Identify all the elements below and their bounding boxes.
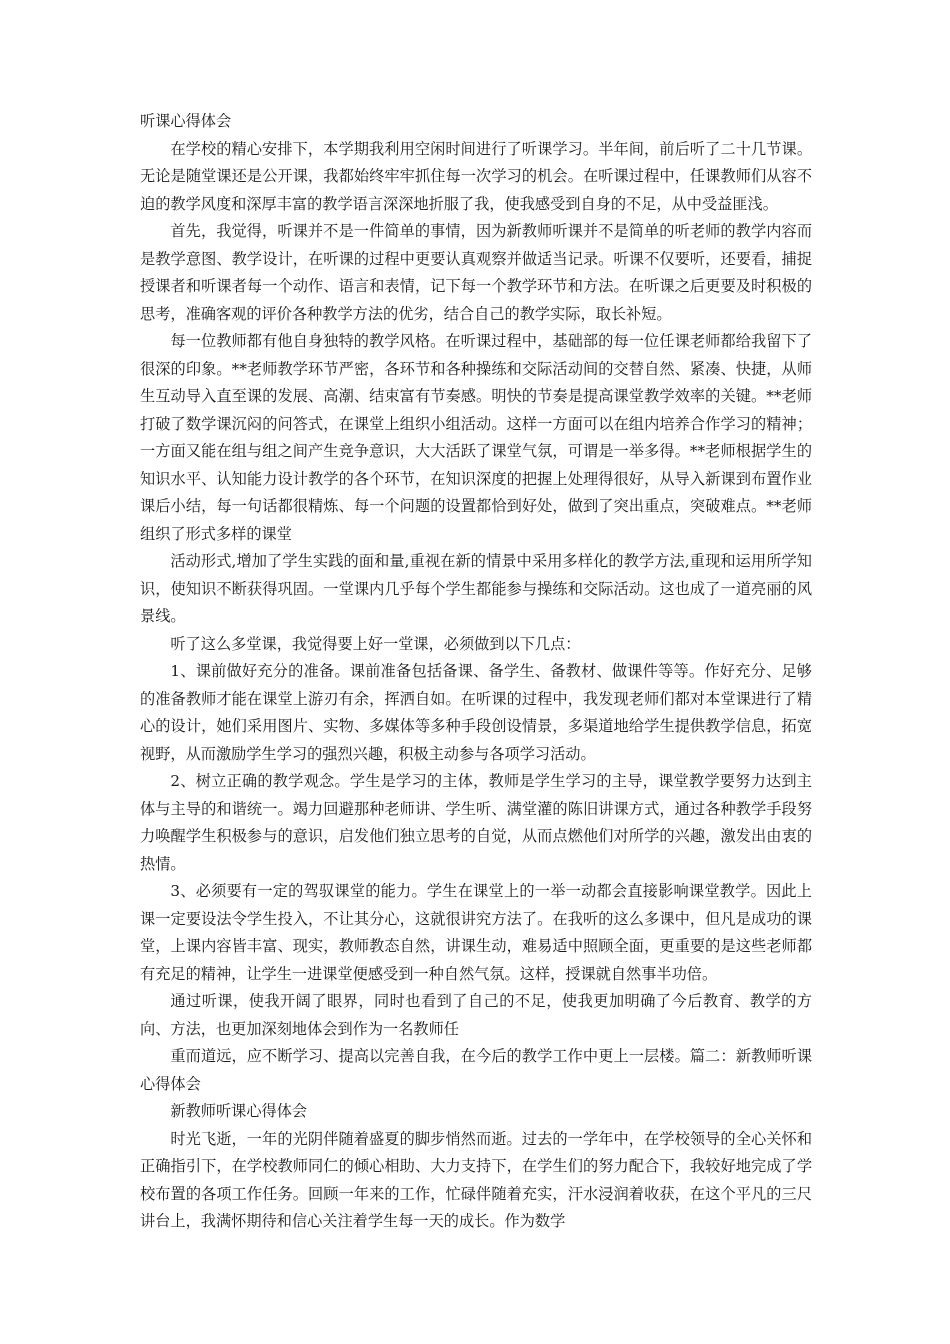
- paragraph-conclusion: 通过听课，使我开阔了眼界，同时也看到了自己的不足，使我更加明确了今后教育、教学的方向、方法，也更加深刻地体会到作为一名教师任: [140, 992, 812, 1038]
- paragraph-first-point: 首先，我觉得，听课并不是一件简单的事情，因为新教师听课并不是简单的听老师的教学内容而是教学意图、教学设计，在听课的过程中更要认真观察并做适当记录。听课不仅要听，还要看，捕捉授课者和听课者每一个动作、语言和表情，记下每一个教学环节和方法。在听课之后更要及时积极的思考，准确客观的评价各种教学方法的优劣，结合自己的教学实际，取长补短。: [140, 222, 812, 323]
- paragraph-point-2: 2、树立正确的教学观念。学生是学习的主体，教师是学生学习的主导，课堂教学要努力达到主体与主导的和谐统一。竭力回避那种老师讲、学生听、满堂灌的陈旧讲课方式，通过各种教学手段努力唤醒学生积极参与的意识，启发他们独立思考的自觉，从而点燃他们对所学的兴趣，激发出由衷的热情。: [140, 772, 812, 873]
- paragraph-key-points-intro: 听了这么多堂课，我觉得要上好一堂课，必须做到以下几点：: [170, 634, 581, 653]
- document-title: 听课心得体会: [140, 112, 232, 130]
- paragraph-point-1: 1、课前做好充分的准备。课前准备包括备课、备学生、备教材、做课件等等。作好充分、足够的准备教师才能在课堂上游刃有余，挥洒自如。在听课的过程中，我发现老师们都对本堂课进行了精心的设计，她们采用图片、实物、多媒体等多种手段创设情景，多渠道地给学生提供教学信息，拓宽视野，从而激励学生学习的强烈兴趣，积极主动参与各项学习活动。: [140, 662, 812, 763]
- paragraph-activity-forms: 活动形式,增加了学生实践的面和量,重视在新的情景中采用多样化的教学方法,重现和运用所学知识，使知识不断获得巩固。一堂课内几乎每个学生都能参与操练和交际活动。这也成了一道亮丽的风景线。: [140, 552, 812, 625]
- paragraph-point-3: 3、必须要有一定的驾驭课堂的能力。学生在课堂上的一举一动都会直接影响课堂教学。因此上课一定要设法令学生投入，不让其分心，这就很讲究方法了。在我听的这么多课中，但凡是成功的课堂，上课内容皆丰富、现实，教师教态自然，讲课生动，难易适中照顾全面，更重要的是这些老师都有充足的精神，让学生一进课堂便感受到一种自然气氛。这样，授课就自然事半功倍。: [140, 882, 812, 983]
- paragraph-teaching-styles: 每一位教师都有他自身独特的教学风格。在听课过程中，基础部的每一位任课老师都给我留下了很深的印象。**老师教学环节严密，各环节和各种操练和交际活动间的交替自然、紧凑、快捷，从师生互动导入直至课的发展、高潮、结束富有节奏感。明快的节奏是提高课堂教学效率的关键。**老师打破了数学课沉闷的问答式，在课堂上组织小组活动。这样一方面可以在组内培养合作学习的精神；一方面又能在组与组之间产生竞争意识，大大活跃了课堂气氛，可谓是一举多得。**老师根据学生的知识水平、认知能力设计教学的各个环节，在知识深度的把握上处理得很好，从导入新课到布置作业课后小结，每一句话都很精炼、每一个问题的设置都恰到好处，做到了突出重点，突破难点。**老师组织了形式多样的课堂: [140, 332, 812, 543]
- paragraph-section-two-intro: 时光飞逝，一年的光阴伴随着盛夏的脚步悄然而逝。过去的一学年中，在学校领导的全心关怀和正确指引下，在学校教师同仁的倾心相助、大力支持下，在学生们的努力配合下，我较好地完成了学校布置的各项工作任务。回顾一年来的工作，忙碌伴随着充实，汗水浸润着收获，在这个平凡的三尺讲台上，我满怀期待和信心关注着学生每一天的成长。作为数学: [140, 1129, 812, 1230]
- section-two-title: 新教师听课心得体会: [170, 1102, 308, 1120]
- document-page: [140, 108, 812, 1236]
- paragraph-conclusion-continued: 重而道远，应不断学习、提高以完善自我，在今后的教学工作中更上一层楼。篇二：新教师听课心得体会: [140, 1047, 812, 1093]
- paragraph-intro: 在学校的精心安排下，本学期我利用空闲时间进行了听课学习。半年间，前后听了二十几节课。无论是随堂课还是公开课，我都始终牢牢抓住每一次学习的机会。在听课过程中，任课教师们从容不迫的教学风度和深厚丰富的教学语言深深地折服了我，使我感受到自身的不足，从中受益匪浅。: [140, 139, 812, 213]
